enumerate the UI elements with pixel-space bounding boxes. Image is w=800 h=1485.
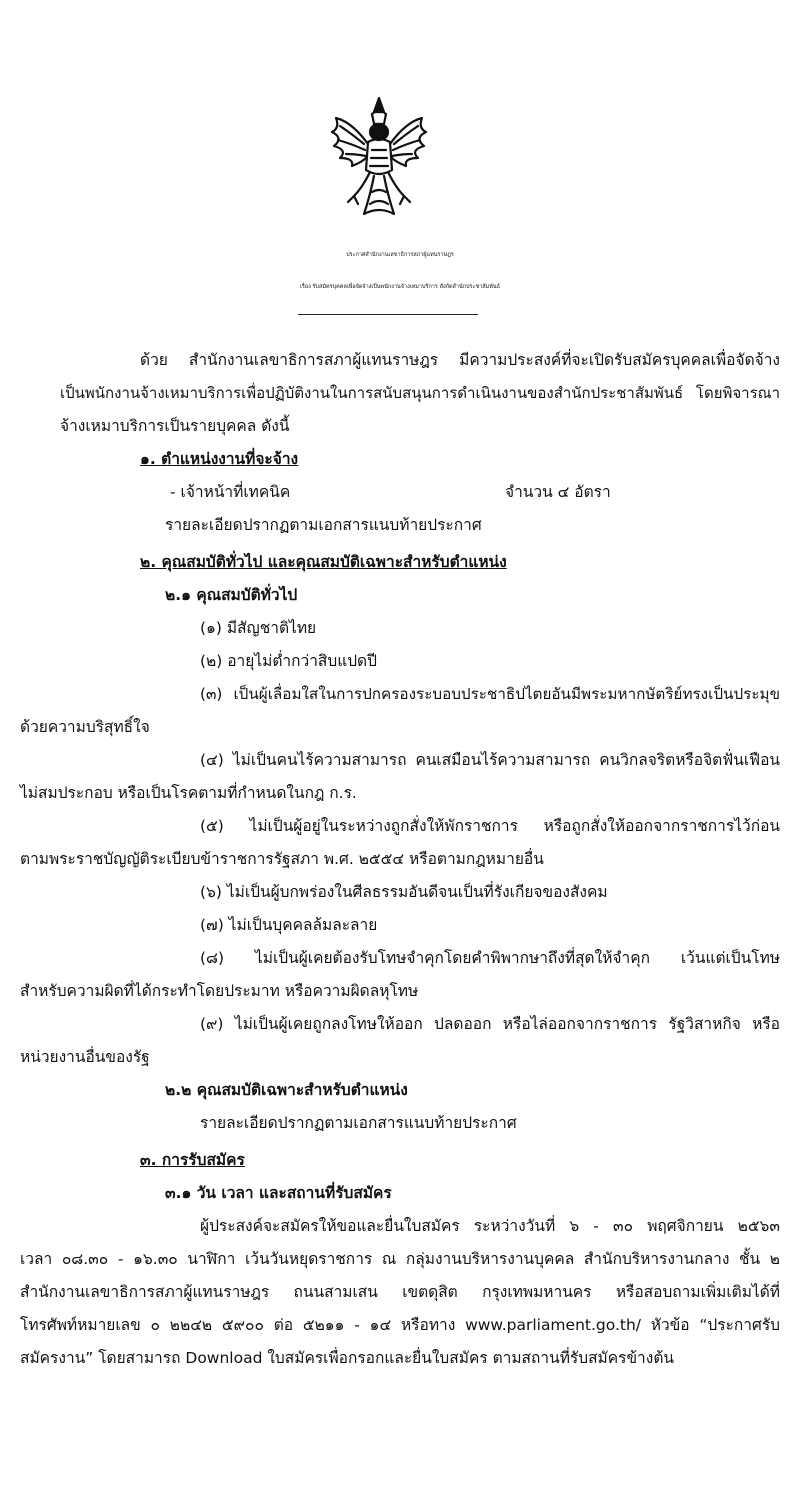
garuda-emblem-icon — [318, 92, 440, 222]
application-line-1: ผู้ประสงค์จะสมัครให้ขอและยื่นใบสมัคร ระหว่างวันที่ ๖ - ๓๐ พฤศจิกายน ๒๕๖๓ — [200, 1217, 780, 1235]
section-2-1-heading: ๒.๑ คุณสมบัติทั่วไป — [165, 586, 298, 604]
section-2-2-heading: ๒.๒ คุณสมบัติเฉพาะสำหรับตำแหน่ง — [165, 1081, 408, 1099]
qualification-9-line-2: หน่วยงานอื่นของรัฐ — [20, 1048, 150, 1066]
qualification-3-line-2: ด้วยความบริสุทธิ์ใจ — [20, 718, 150, 736]
position-quota: จำนวน ๔ อัตรา — [505, 483, 611, 501]
application-line-5: สมัครงาน” โดยสามารถ Download ใบสมัครเพื่อกรอกและยื่นใบสมัคร ตามสถานที่รับสมัครข้างต้น — [20, 1349, 674, 1367]
qualification-4-line-2: ไม่สมประกอบ หรือเป็นโรคตามที่กำหนดในกฎ ก.ร. — [20, 784, 357, 802]
section-2-heading: ๒. คุณสมบัติทั่วไป และคุณสมบัติเฉพาะสำหรับตำแหน่ง — [140, 553, 507, 571]
section-1-detail: รายละเอียดปรากฏตามเอกสารแนบท้ายประกาศ — [165, 516, 482, 534]
qualification-8-line-1: (๘) ไม่เป็นผู้เคยต้องรับโทษจำคุกโดยคำพิพากษาถึงที่สุดให้จำคุก เว้นแต่เป็นโทษ — [200, 949, 780, 967]
application-line-4: โทรศัพท์หมายเลข ๐ ๒๒๔๒ ๕๙๐๐ ต่อ ๕๒๑๑ - ๑๔ หรือทาง www.parliament.go.th/ หัวข้อ “ประกาศรับ — [20, 1316, 780, 1334]
qualification-8-line-2: สำหรับความผิดที่ได้กระทำโดยประมาท หรือความผิดลหุโทษ — [20, 982, 419, 1000]
section-1-heading: ๑. ตำแหน่งงานที่จะจ้าง — [140, 450, 299, 468]
announcement-subject: เรื่อง รับสมัครบุคคลเพื่อจัดจ้างเป็นพนักงานจ้างเหมาบริการ สังกัดสำนักประชาสัมพันธ์ — [299, 284, 501, 290]
qualification-4-line-1: (๔) ไม่เป็นคนไร้ความสามารถ คนเสมือนไร้ความสามารถ คนวิกลจริตหรือจิตฟั่นเฟือน — [200, 751, 780, 769]
intro-line-2: เป็นพนักงานจ้างเหมาบริการเพื่อปฏิบัติงานในการสนับสนุนการดำเนินงานของสำนักประชาสัมพันธ์ โดยพิจารณา — [60, 384, 780, 402]
intro-line-1: ด้วย สำนักงานเลขาธิการสภาผู้แทนราษฎร มีความประสงค์ที่จะเปิดรับสมัครบุคคลเพื่อจัดจ้าง — [140, 351, 780, 369]
qualification-2: (๒) อายุไม่ต่ำกว่าสิบแปดปี — [200, 652, 377, 670]
section-2-2-detail: รายละเอียดปรากฏตามเอกสารแนบท้ายประกาศ — [200, 1114, 517, 1132]
application-line-3: สำนักงานเลขาธิการสภาผู้แทนราษฎร ถนนสามเสน เขตดุสิต กรุงเทพมหานคร หรือสอบถามเพิ่มเติมได้ที่ — [20, 1283, 780, 1301]
section-3-heading: ๓. การรับสมัคร — [140, 1151, 245, 1169]
section-3-1-heading: ๓.๑ วัน เวลา และสถานที่รับสมัคร — [165, 1184, 392, 1202]
qualification-3-line-1: (๓) เป็นผู้เลื่อมใสในการปกครองระบอบประชาธิปไตยอันมีพระมหากษัตริย์ทรงเป็นประมุข — [200, 685, 780, 703]
qualification-9-line-1: (๙) ไม่เป็นผู้เคยถูกลงโทษให้ออก ปลดออก หรือไล่ออกจากราชการ รัฐวิสาหกิจ หรือ — [200, 1015, 780, 1033]
qualification-6: (๖) ไม่เป็นผู้บกพร่องในศีลธรรมอันดีจนเป็นที่รังเกียจของสังคม — [200, 883, 608, 901]
position-name: - เจ้าหน้าที่เทคนิค — [170, 483, 291, 501]
qualification-5-line-2: ตามพระราชบัญญัติระเบียบข้าราชการรัฐสภา พ.ศ. ๒๕๕๔ หรือตามกฎหมายอื่น — [20, 850, 544, 868]
announcement-title: ประกาศสำนักงานเลขาธิการสภาผู้แทนราษฎร — [346, 252, 454, 258]
title-divider — [298, 314, 478, 315]
intro-line-3: จ้างเหมาบริการเป็นรายบุคคล ดังนี้ — [60, 417, 290, 435]
qualification-7: (๗) ไม่เป็นบุคคลล้มละลาย — [200, 916, 378, 934]
qualification-5-line-1: (๕) ไม่เป็นผู้อยู่ในระหว่างถูกสั่งให้พักราชการ หรือถูกสั่งให้ออกจากราชการไว้ก่อน — [200, 817, 780, 835]
qualification-1: (๑) มีสัญชาติไทย — [200, 619, 317, 637]
application-line-2: เวลา ๐๘.๓๐ - ๑๖.๓๐ นาฬิกา เว้นวันหยุดราชการ ณ กลุ่มงานบริหารงานบุคคล สำนักบริหารงานกลาง ชั้น ๒ — [20, 1250, 780, 1268]
